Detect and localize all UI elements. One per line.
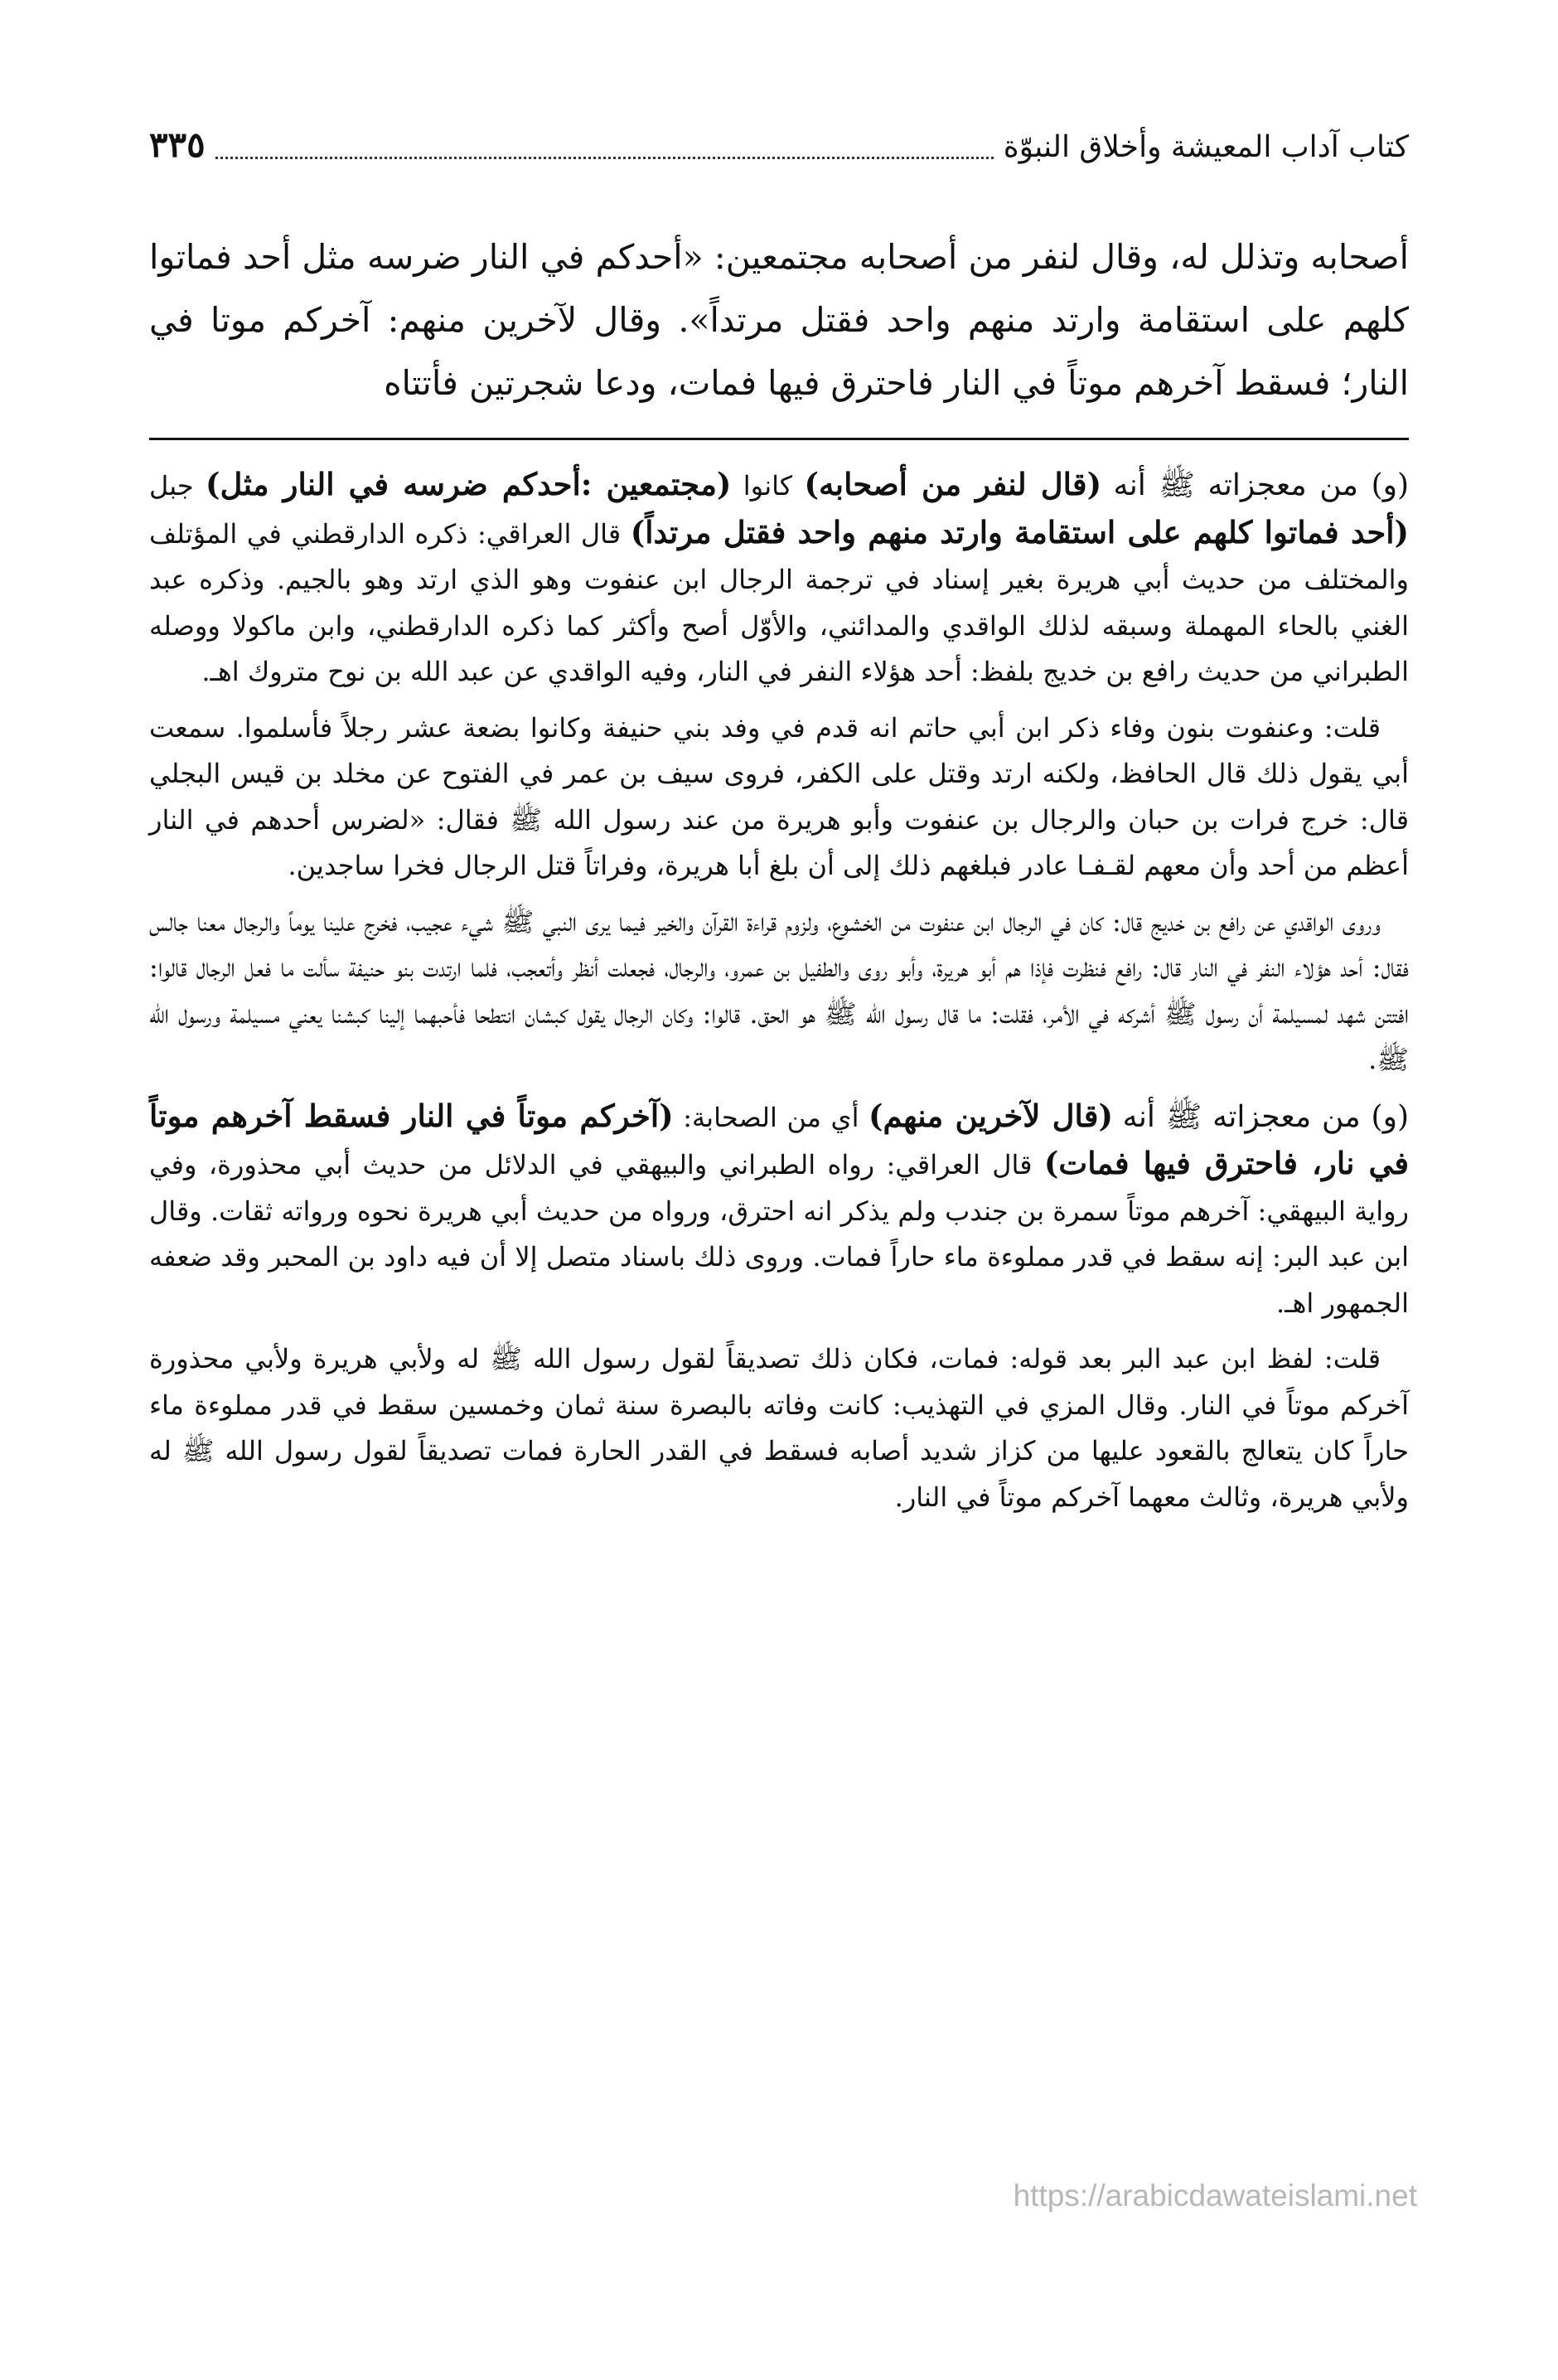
separator-rule: [149, 438, 1409, 440]
watermark-url: https://arabicdawateislami.net: [1013, 2179, 1417, 2213]
commentary-text: كانوا: [743, 470, 793, 502]
commentary-paragraph-1: [149, 462, 1409, 696]
commentary-paragraph-3: وروى الواقدي عن رافع بن خديج قال: كان في الرجال ابن عنفوت من الخشوع، ولزوم قراءة القرآن والخير فيما يرى النبي ﷺ شيء عجيب، فخرج علينا يوماً والرجال معنا جالس فقال: أحد هؤلاء النفر في النار قال: رافع فنظرت فإذا هم أبو هريرة، وأبو روى والطفيل بن عمرو، والرجال، فجعلت أنظر وأتعجب، فلما ارتدت بنو حنيفة سألت ما فعل الرجال قالوا: افتتن شهد لمسيلمة أن رسول ﷺ أشركه في الأمر، فقلت: ما قال رسول الله ﷺ هو الحق. قالوا: وكان الرجال يقول كبشان انتطحا فأحبهما إلينا كبشنا يعني مسيلمة ورسول الله ﷺ.: [149, 905, 1410, 1075]
running-header: [149, 124, 1409, 191]
quoted-text: (قال لآخرين منهم): [869, 1097, 1113, 1134]
quoted-text: (مجتمعين :أحدكم ضرسه في النار مثل): [206, 466, 732, 502]
commentary-lead: (و) من معجزاته ﷺ أنه: [1122, 1099, 1410, 1134]
commentary-paragraph-5: قلت: لفظ ابن عبد البر بعد قوله: فمات، فكان ذلك تصديقاً لقول رسول الله ﷺ له ولأبي هريرة ولأبي محذورة آخركم موتاً في النار. وقال المزي في التهذيب: كانت وفاته بالبصرة سنة ثمان وخمسين سقط في قدر مملوءة ماء حاراً كان يتعالج بالقعود عليها من كزاز شديد أصابه فسقط في القدر الحارة فمات تصديقاً لقول رسول الله ﷺ له ولأبي هريرة، وثالث معهما آخركم موتاً في النار.: [149, 1343, 1409, 1513]
leader-dots: [215, 157, 994, 159]
commentary-text: جبل: [149, 470, 194, 502]
commentary-lead: (و) من معجزاته ﷺ أنه: [1113, 468, 1410, 502]
commentary-text: قال العراقي: رواه الطبراني والبيهقي في الدلائل من حديث أبي محذورة، وفي رواية البيهقي: آخرهم موتاً سمرة بن جندب ولم يذكر انه احترق، ورواه من حديث أبي هريرة نحوه ورواته ثقات. وقال ابن عبد البر: إنه سقط في قدر مملوءة ماء حاراً فمات. وروى ذلك باسناد متصل إلا أن فيه داود بن المحبر وقد ضعفه الجمهور اهـ.: [149, 1149, 1409, 1319]
quoted-text: (قال لنفر من أصحابه): [804, 466, 1102, 502]
book-title: كتاب آداب المعيشة وأخلاق النبوّة: [1003, 130, 1409, 164]
commentary-text: قال العراقي: ذكره الدارقطني في المؤتلف والمختلف من حديث أبي هريرة بغير إسناد في ترجمة الرجال ابن عنفوت وهو الذي ارتد وهو بالجيم. وذكره عبد الغني بالحاء المهملة وسبقه لذلك الواقدي والمدائني، والأوّل أصح وأكثر كما ذكره الدارقطني، وابن ماكولا ووصله الطبراني من حديث رافع بن خديج بلفظ: أحد هؤلاء النفر في النار، وفيه الواقدي عن عبد الله بن نوح متروك اهـ.: [149, 517, 1410, 687]
quoted-text: (آخركم موتاً في النار فسقط آخرهم موتاً في نار، فاحترق فيها فمات): [149, 1097, 1410, 1181]
page-number: ٣٣٥: [149, 124, 206, 165]
quoted-text: (أحد فماتوا كلهم على استقامة وارتد منهم واحد فقتل مرتداً): [630, 513, 1410, 550]
main-text: أصحابه وتذلل له، وقال لنفر من أصحابه مجتمعين: «أحدكم في النار ضرسه مثل أحد فماتوا كلهم على استقامة وارتد منهم واحد فقتل مرتداً». وقال لآخرين منهم: آخركم موتا في النار؛ فسقط آخرهم موتاً في النار فاحترق فيها فمات، ودعا شجرتين فأتتاه: [149, 237, 1409, 403]
commentary-paragraph-2: قلت: وعنفوت بنون وفاء ذكر ابن أبي حاتم انه قدم في وفد بني حنيفة وكانوا بضعة عشر رجلاً فأسلموا. سمعت أبي يقول ذلك قال الحافظ، ولكنه ارتد وقتل على الكفر، فروى سيف بن عمر في الفتوح عن مخلد بن قيس البجلي قال: خرج فرات بن حبان والرجال بن عنفوت وأبو هريرة من عند رسول الله ﷺ فقال: «لضرس أحدهم في النار أعظم من أحد وأن معهم لقـفـا عادر فبلغهم ذلك إلى أن بلغ أبا هريرة، وفراتاً قتل الرجال فخرا ساجدين.: [149, 711, 1410, 881]
book-page: [149, 124, 1409, 2321]
commentary-text: أي من الصحابة:: [683, 1101, 859, 1133]
commentary-paragraph-4: [149, 1093, 1409, 1327]
